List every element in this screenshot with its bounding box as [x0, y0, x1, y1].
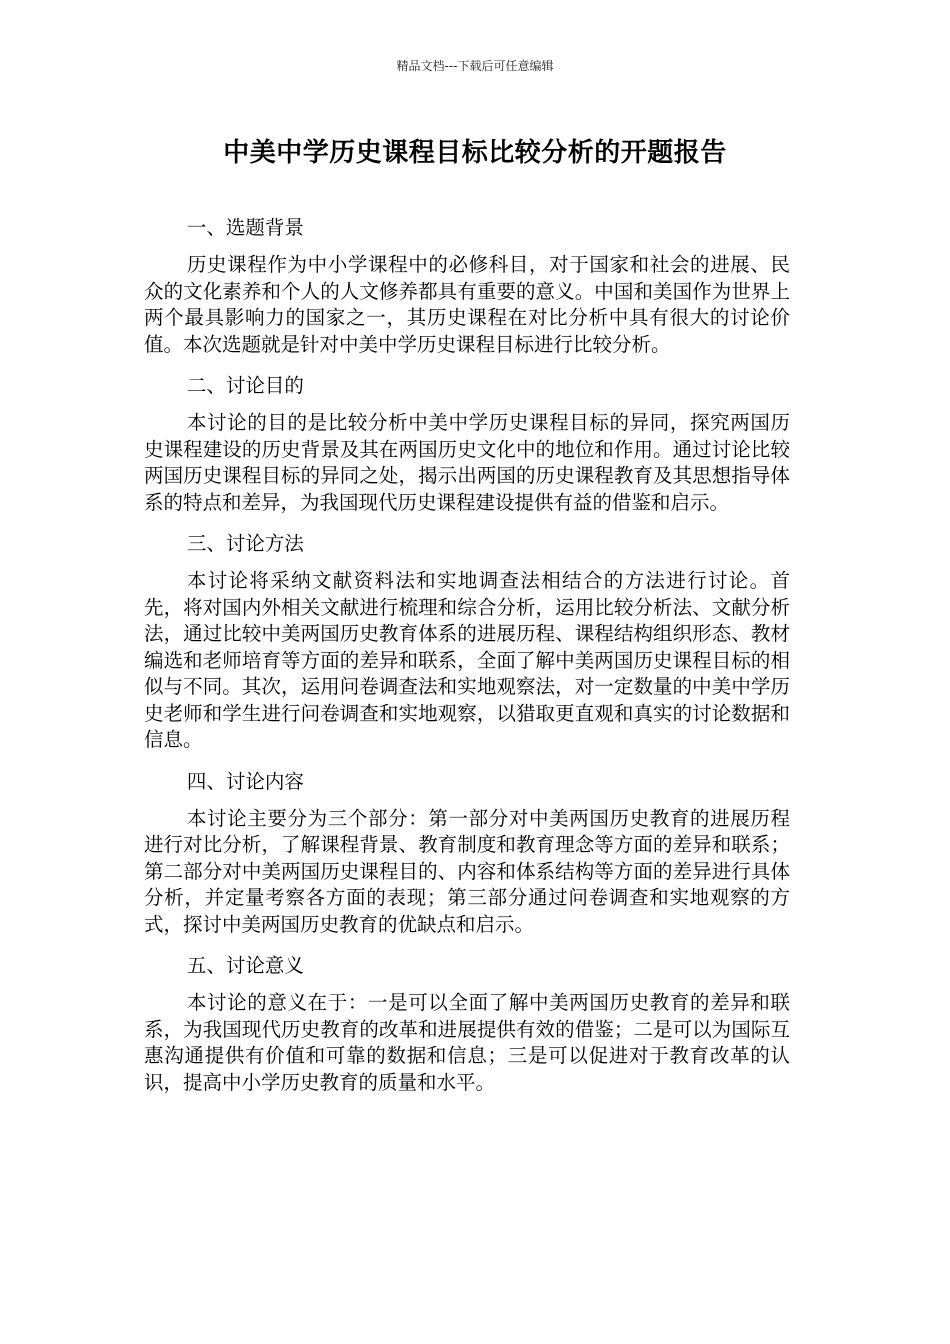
section-heading-purpose: 二、讨论目的 — [186, 374, 304, 397]
document-body — [144, 210, 790, 1106]
section-heading-method: 三、讨论方法 — [186, 532, 304, 555]
section-paragraph-content: 本讨论主要分为三个部分：第一部分对中美两国历史教育的进展历程进行对比分析，了解课程背景、教育制度和教育理念等方面的差异和联系；第二部分对中美两国历史课程目的、内容和体系结构等方面的差异进行具体分析，并定量考察各方面的表现；第三部分通过问卷调查和实地观察的方式，探讨中美两国历史教育的优缺点和启示。 — [144, 806, 790, 936]
section-heading-background: 一、选题背景 — [186, 216, 304, 239]
section-paragraph-method: 本讨论将采纳文献资料法和实地调查法相结合的方法进行讨论。首先，将对国内外相关文献进行梳理和综合分析，运用比较分析法、文献分析法，通过比较中美两国历史教育体系的进展历程、课程结构组织形态、教材编选和老师培育等方面的差异和联系，全面了解中美两国历史课程目标的相似与不同。其次，运用问卷调查法和实地观察法，对一定数量的中美中学历史老师和学生进行问卷调查和实地观察，以猎取更直观和真实的讨论数据和信息。 — [144, 569, 790, 751]
section-heading-significance: 五、讨论意义 — [186, 954, 304, 977]
section-paragraph-background: 历史课程作为中小学课程中的必修科目，对于国家和社会的进展、民众的文化素养和个人的人文修养都具有重要的意义。中国和美国作为世界上两个最具影响力的国家之一，其历史课程在对比分析中具有很大的讨论价值。本次选题就是针对中美中学历史课程目标进行比较分析。 — [144, 253, 790, 356]
header-note: 精品文档---下载后可任意编辑 — [396, 59, 554, 73]
document-title: 中美中学历史课程目标比较分析的开题报告 — [223, 138, 727, 168]
section-paragraph-significance: 本讨论的意义在于：一是可以全面了解中美两国历史教育的差异和联系，为我国现代历史教育的改革和进展提供有效的借鉴；二是可以为国际互惠沟通提供有价值和可靠的数据和信息；三是可以促进对于教育改革的认识，提高中小学历史教育的质量和水平。 — [144, 991, 790, 1094]
section-heading-content: 四、讨论内容 — [186, 769, 304, 793]
section-paragraph-purpose: 本讨论的目的是比较分析中美中学历史课程目标的异同，探究两国历史课程建设的历史背景及其在两国历史文化中的地位和作用。通过讨论比较两国历史课程目标的异同之处，揭示出两国的历史课程教育及其思想指导体系的特点和差异，为我国现代历史课程建设提供有益的借鉴和启示。 — [144, 411, 790, 514]
